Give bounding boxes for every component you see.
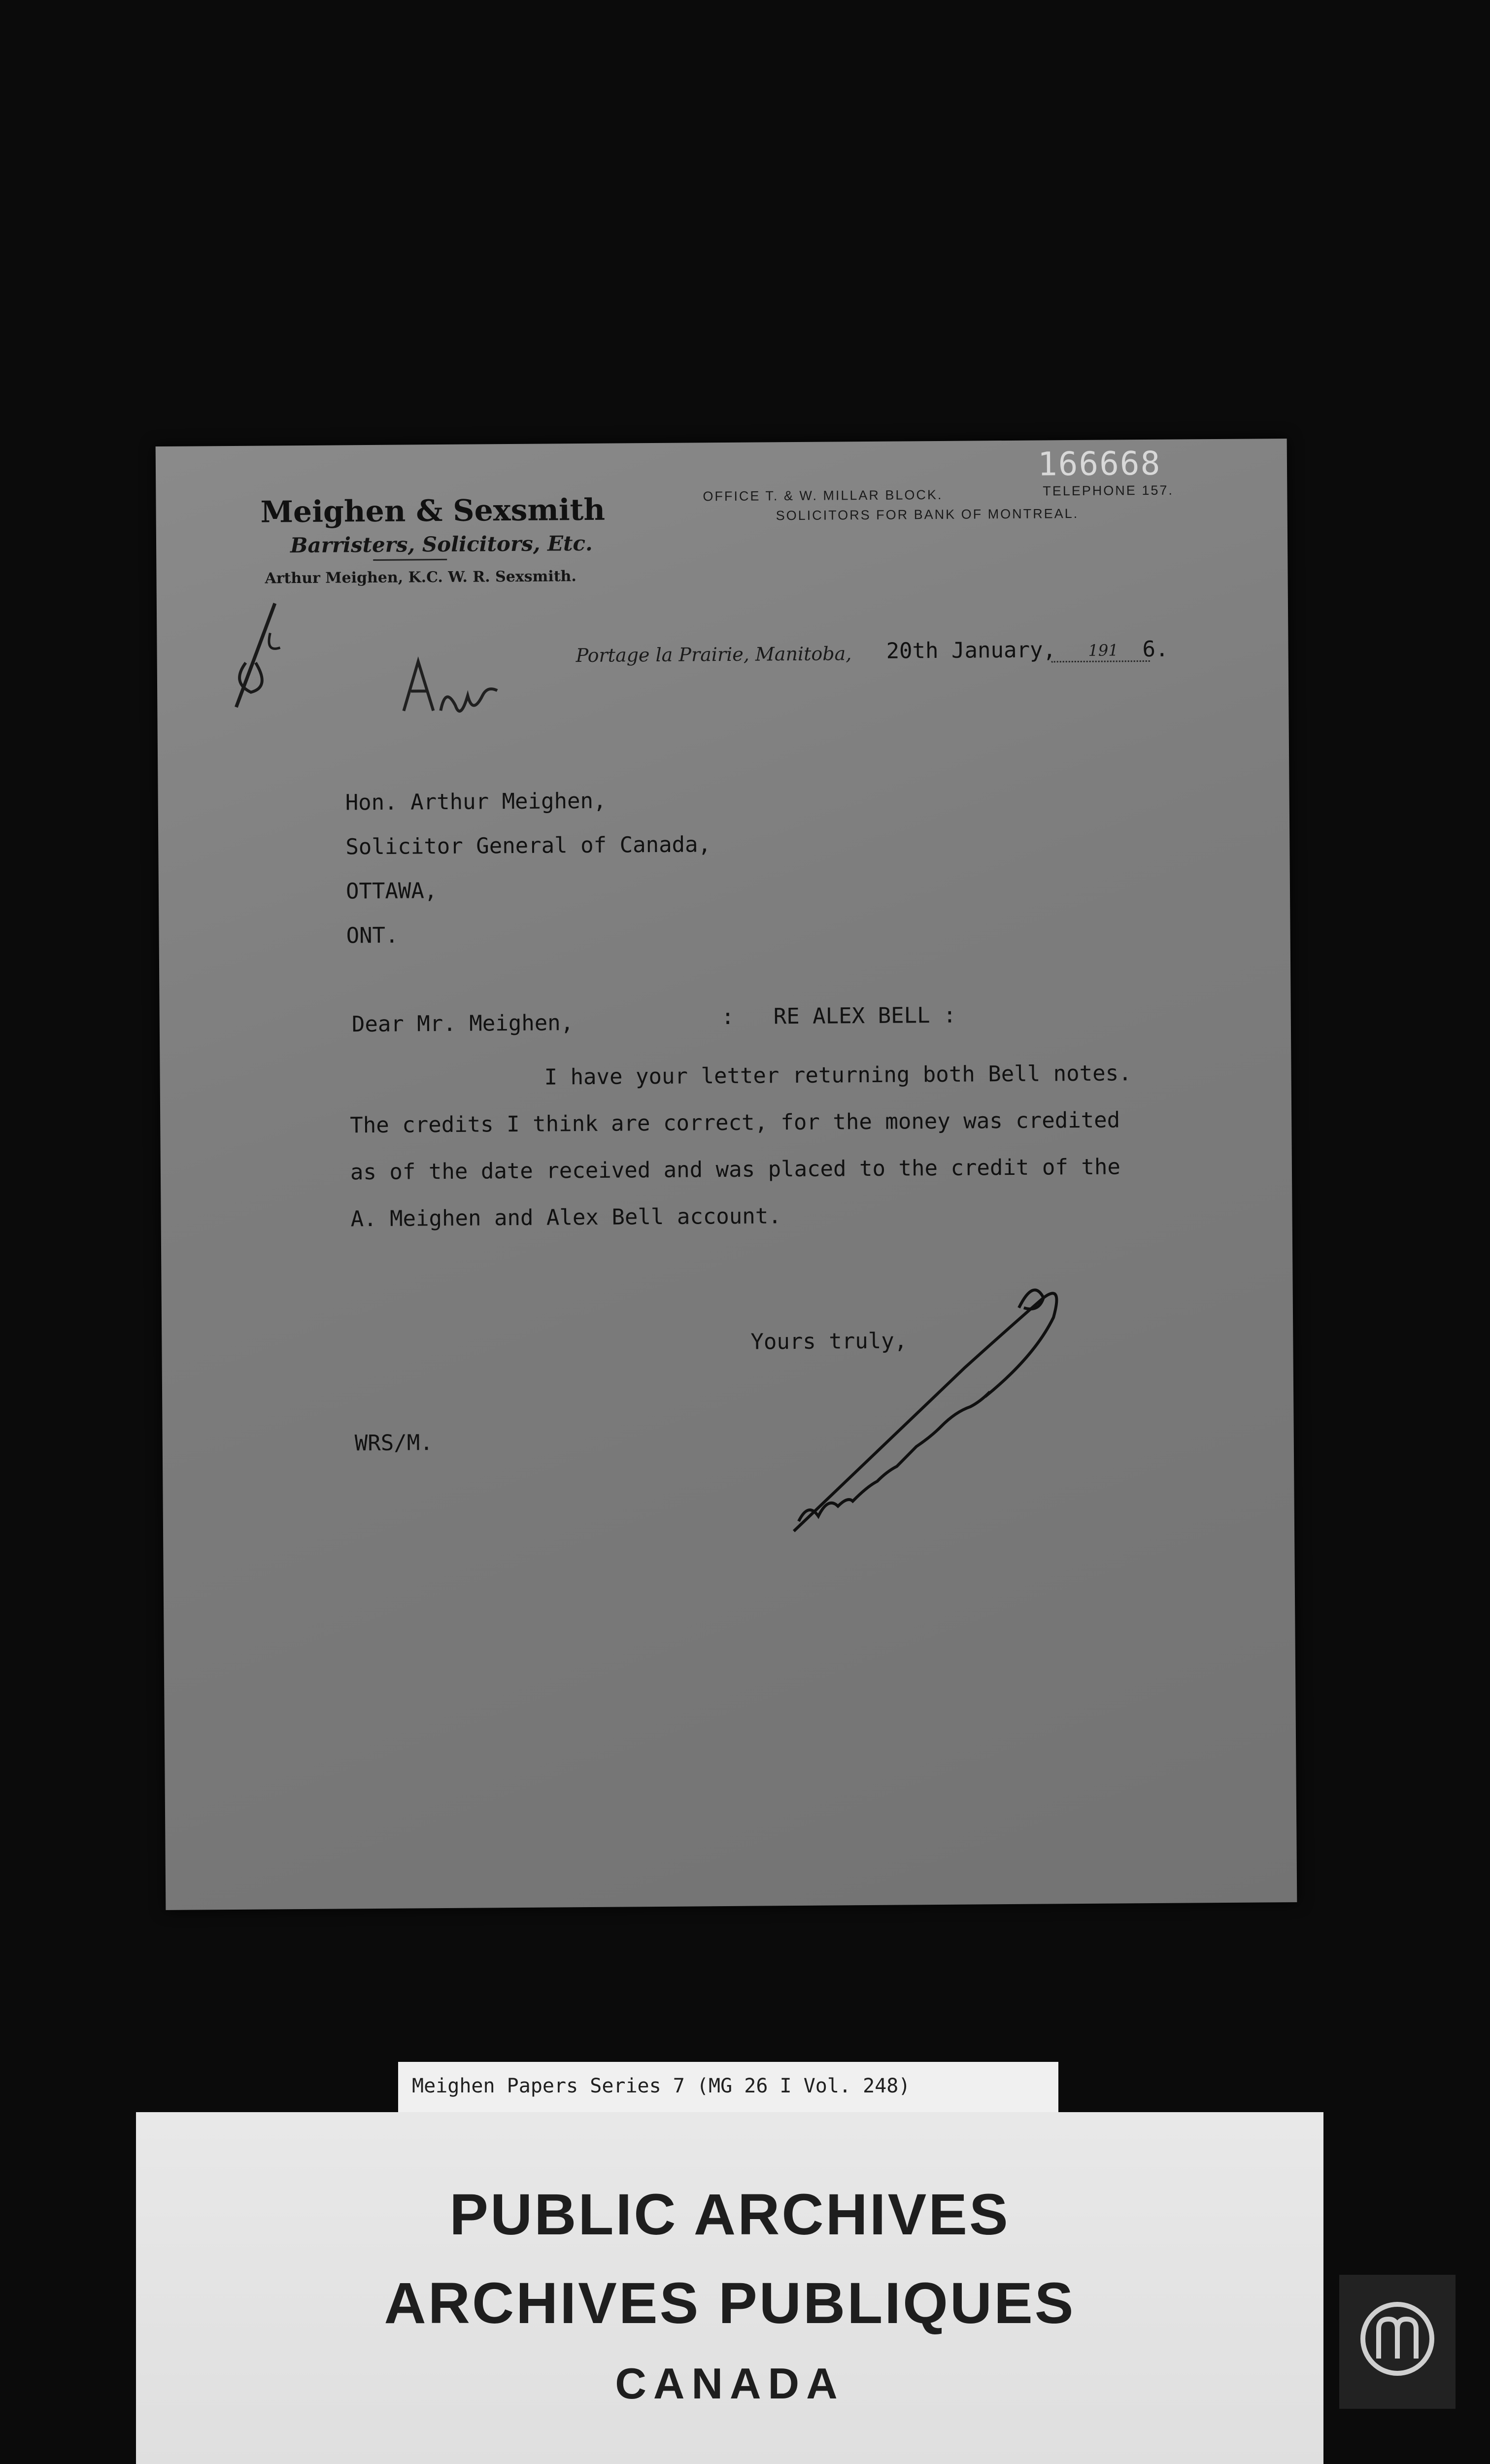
archive-title-french: ARCHIVES PUBLIQUES	[384, 2271, 1076, 2336]
addressee-line: OTTAWA,	[345, 878, 438, 904]
telephone: TELEPHONE 157.	[1043, 482, 1174, 499]
handwritten-initials-mark	[216, 593, 345, 722]
solicitors-for: SOLICITORS FOR BANK OF MONTREAL.	[776, 506, 1079, 523]
body-line: A. Meighen and Alex Bell account.	[350, 1203, 781, 1232]
addressee-line: Hon. Arthur Meighen,	[345, 788, 607, 816]
archive-logo-icon	[1339, 2275, 1456, 2409]
archive-card	[136, 2112, 1323, 2464]
letter-date: 20th January,	[886, 637, 1056, 664]
addressee-line: ONT.	[346, 923, 399, 949]
body-line: as of the date received and was placed to the credit of the	[350, 1154, 1121, 1185]
letterhead-rule	[373, 559, 447, 561]
archive-title-english: PUBLIC ARCHIVES	[449, 2182, 1010, 2247]
archive-reference-label	[398, 2062, 1058, 2116]
handwritten-signature	[777, 1253, 1084, 1561]
letter-year-digit: 6.	[1142, 636, 1169, 662]
closing: Yours truly,	[750, 1328, 908, 1355]
letter-page	[156, 439, 1297, 1910]
letter-year-prefix: 191	[1088, 641, 1118, 660]
addressee-line: Solicitor General of Canada,	[345, 832, 711, 860]
body-line: I have your letter returning both Bell notes.	[544, 1061, 1132, 1090]
firm-name: Meighen & Sexsmith	[260, 492, 606, 530]
body-line: The credits I think are correct, for the money was credited	[350, 1107, 1120, 1138]
firm-subtitle: Barristers, Solicitors, Etc.	[290, 531, 593, 558]
office-address: OFFICE T. & W. MILLAR BLOCK.	[703, 487, 943, 504]
archive-country: CANADA	[615, 2359, 845, 2408]
archive-reference-text: Meighen Papers Series 7 (MG 26 I Vol. 248)	[412, 2075, 911, 2097]
subject-line: : RE ALEX BELL :	[721, 1002, 956, 1030]
archive-logo	[1339, 2275, 1456, 2409]
document-number: 166668	[1037, 444, 1161, 483]
handwritten-ans-mark	[394, 651, 522, 726]
salutation: Dear Mr. Meighen,	[351, 1010, 574, 1037]
firm-partners: Arthur Meighen, K.C. W. R. Sexsmith.	[265, 568, 576, 587]
reference-initials: WRS/M.	[354, 1430, 433, 1456]
date-dotted-line	[1051, 660, 1150, 662]
letter-place: Portage la Prairie, Manitoba,	[576, 643, 852, 667]
